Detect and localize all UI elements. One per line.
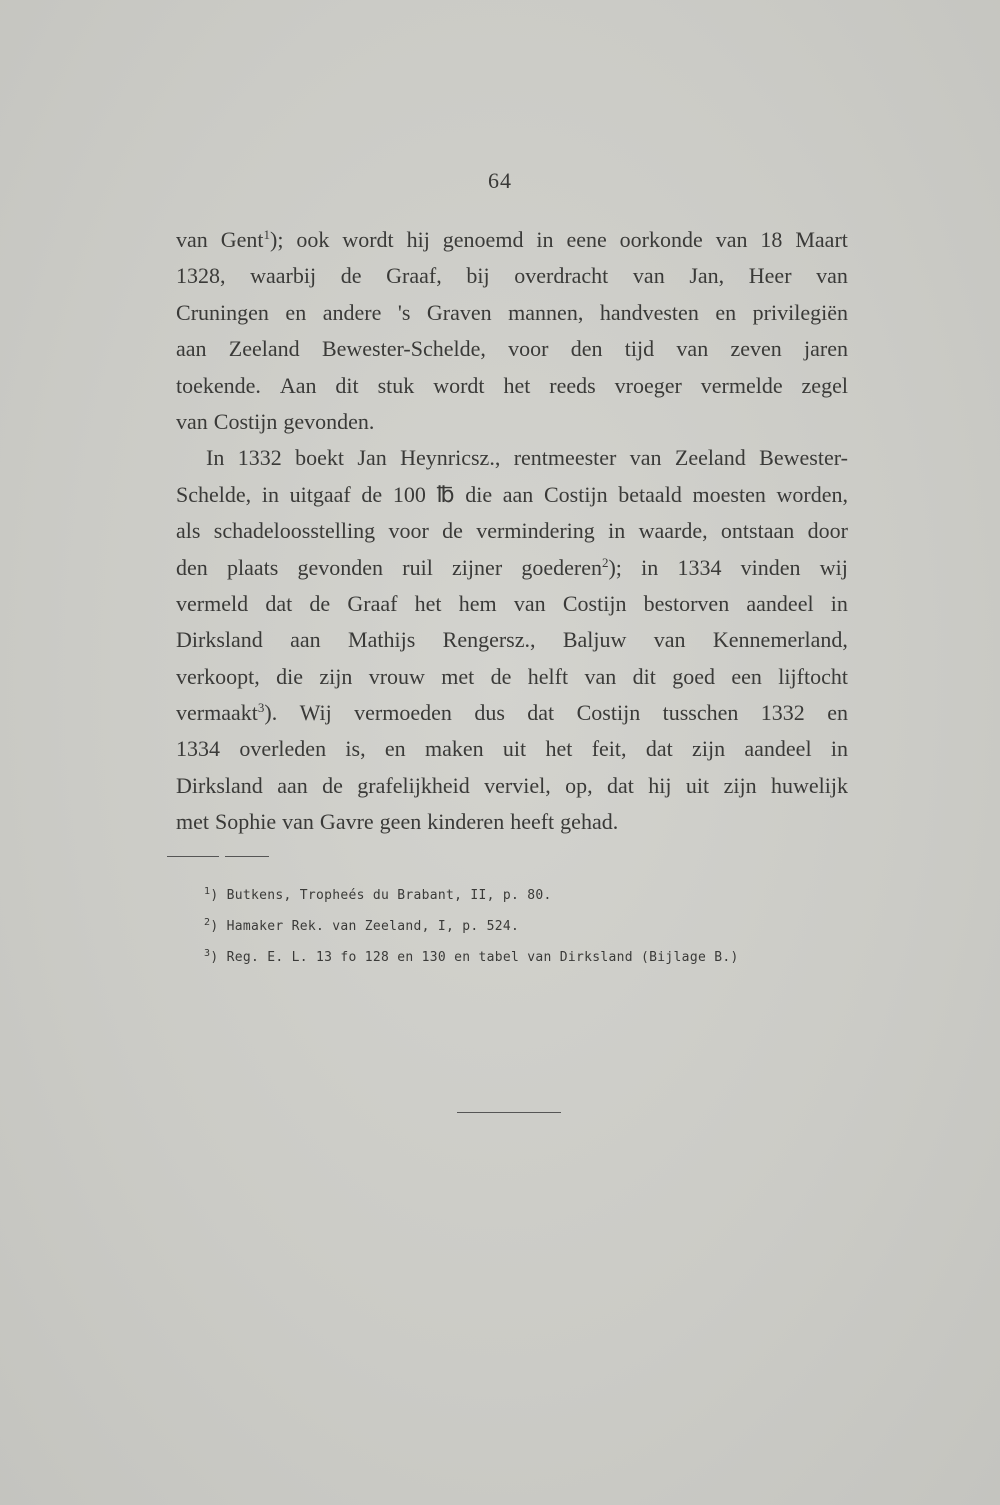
word: goed — [672, 663, 715, 689]
word: hij — [406, 227, 430, 252]
word: de — [322, 772, 343, 798]
word: 100 — [392, 481, 426, 507]
word: dat — [527, 700, 555, 726]
word: 1328, — [176, 263, 226, 289]
word: aan — [176, 336, 207, 362]
text-line — [176, 695, 848, 731]
word: bestorven — [643, 590, 730, 616]
word: mannen, — [508, 299, 584, 325]
word: worden, — [776, 481, 848, 507]
word: de — [490, 663, 512, 689]
text-line — [176, 477, 848, 513]
word: van — [653, 627, 686, 653]
word: Dirksland — [176, 772, 263, 798]
word: handvesten — [599, 299, 699, 325]
footnote-2 — [204, 911, 764, 942]
word: Baljuw — [562, 627, 627, 653]
word: Gent$^1$); — [220, 227, 284, 252]
word: de — [442, 518, 463, 544]
word: zijn — [319, 663, 353, 689]
footnote-1 — [204, 880, 764, 911]
word: vermaakt$^3$). — [176, 700, 278, 726]
word: lijftocht — [778, 663, 848, 689]
word: van — [816, 263, 848, 289]
word: zijn — [692, 736, 726, 762]
word: Maart — [795, 227, 848, 252]
word: jaren — [804, 336, 848, 362]
word: bij — [466, 263, 490, 289]
word: in — [641, 554, 659, 580]
word: Aan — [279, 372, 317, 398]
word: 1332 — [760, 700, 805, 726]
word: en — [715, 299, 737, 325]
word: het — [545, 736, 573, 762]
word: is, — [345, 736, 366, 762]
word: Jan, — [689, 263, 725, 289]
word: zijn — [723, 772, 757, 798]
word: eene — [566, 227, 607, 252]
word: voor — [388, 518, 429, 544]
word: Kennemerland, — [712, 627, 848, 653]
word: Heynricsz., — [400, 445, 501, 471]
text-line — [176, 513, 848, 549]
word: ruil — [402, 554, 433, 580]
word: andere — [322, 299, 382, 325]
paragraph-2 — [176, 440, 848, 840]
word: heeft — [510, 809, 555, 835]
text-line — [176, 440, 848, 476]
word: Heer — [748, 263, 792, 289]
word: gevonden — [297, 554, 384, 580]
word: Mathijs — [348, 627, 416, 653]
word: de — [309, 590, 331, 616]
word: dus — [474, 700, 505, 726]
word: Costijn — [576, 700, 641, 726]
word: 18 — [760, 227, 783, 252]
page-number: 64 — [488, 168, 512, 193]
word: uit — [502, 736, 527, 762]
word: ook — [296, 227, 330, 252]
text-line — [176, 368, 848, 404]
text-line — [176, 550, 848, 586]
text-line — [176, 295, 848, 331]
word: zijner — [452, 554, 503, 580]
word: dat — [607, 772, 634, 798]
word: van — [584, 663, 617, 689]
word: van — [676, 336, 709, 362]
word: geen — [379, 809, 422, 835]
separator-segment — [225, 856, 269, 857]
word: moesten — [692, 481, 766, 507]
word: in — [536, 227, 554, 252]
word: aan — [502, 481, 534, 507]
word: overleden — [239, 736, 327, 762]
end-rule — [457, 1112, 561, 1113]
word: een — [731, 663, 762, 689]
footnote-paren: ) — [210, 919, 227, 934]
word: schadeloosstelling — [213, 518, 376, 544]
word: genoemd — [442, 227, 524, 252]
word: betaald — [618, 481, 682, 507]
word: van — [282, 809, 314, 835]
word: Graaf — [347, 590, 398, 616]
word: privilegiën — [752, 299, 848, 325]
word: en — [285, 299, 307, 325]
word: reeds — [549, 372, 596, 398]
word: dit — [335, 372, 359, 398]
word: en — [827, 700, 848, 726]
word: het — [414, 590, 442, 616]
word: rentmeester — [513, 445, 617, 471]
word: stuk — [377, 372, 415, 398]
text-line — [176, 222, 848, 258]
word: In — [206, 445, 225, 471]
word: Schelde, — [176, 481, 252, 507]
word: verkoopt, — [176, 663, 260, 689]
word: zegel — [801, 372, 848, 398]
word: het — [503, 372, 531, 398]
word: van — [513, 590, 546, 616]
word: 's — [397, 299, 411, 325]
word: tijd — [624, 336, 655, 362]
word: den — [570, 336, 603, 362]
word: Bewester- — [759, 445, 848, 471]
word: Graven — [426, 299, 492, 325]
footnote-paren: ) — [210, 950, 227, 965]
text-line — [176, 622, 848, 658]
word: Zeeland — [228, 336, 300, 362]
word: Sophie — [215, 809, 277, 835]
word: met — [176, 809, 210, 835]
word: dat — [645, 736, 673, 762]
word: Dirksland — [176, 627, 263, 653]
word: de — [361, 481, 383, 507]
word: vermelde — [700, 372, 783, 398]
word: aandeel — [744, 736, 812, 762]
word: verviel, — [484, 772, 551, 798]
text-line — [176, 804, 848, 840]
word: vermeld — [176, 590, 249, 616]
body-text — [176, 222, 848, 841]
separator-segment — [167, 856, 219, 857]
word: Costijn — [562, 590, 627, 616]
text-line — [176, 768, 848, 804]
footnote-ref: 2 — [601, 554, 609, 570]
word: in — [608, 518, 626, 544]
word: waarbij — [250, 263, 317, 289]
word: uitgaaf — [289, 481, 351, 507]
word: grafelijkheid — [357, 772, 470, 798]
word: huwelijk — [770, 772, 848, 798]
word: aandeel — [746, 590, 814, 616]
word: van — [629, 445, 662, 471]
word: goederen$^2$); — [521, 554, 622, 580]
footnote-text: Hamaker Rek. van Zeeland, I, p. 524. — [226, 919, 520, 934]
word: vermoeden — [354, 700, 452, 726]
word: feit, — [591, 736, 627, 762]
word: oorkonde — [619, 227, 703, 252]
word: die — [276, 663, 303, 689]
word: vinden — [740, 554, 801, 580]
word: vrouw — [368, 663, 425, 689]
word: zeven — [730, 336, 782, 362]
word: hij — [648, 772, 672, 798]
word: helft — [527, 663, 569, 689]
footnote-3 — [204, 942, 764, 973]
footnote-ref: 3 — [257, 700, 265, 716]
word: Bewester-Schelde, — [321, 336, 486, 362]
word: hem — [458, 590, 497, 616]
word: van — [176, 227, 208, 252]
word: Zeeland — [674, 445, 746, 471]
text-line — [176, 331, 848, 367]
word: de — [340, 263, 362, 289]
footnote-ref: 1 — [263, 227, 270, 242]
text-line — [176, 404, 848, 440]
word: 1334 — [176, 736, 220, 762]
word: plaats — [226, 554, 279, 580]
word: ℔ — [436, 481, 455, 507]
word: tusschen — [662, 700, 739, 726]
word: op, — [565, 772, 593, 798]
word: 1332 — [237, 445, 282, 471]
word: die — [465, 481, 493, 507]
footnotes — [204, 880, 764, 973]
word: Costijn — [543, 481, 608, 507]
word: aan — [277, 772, 308, 798]
word: boekt — [295, 445, 344, 471]
word: door — [807, 518, 848, 544]
text-line — [176, 586, 848, 622]
word: overdracht — [514, 263, 609, 289]
footnote-marker: 3 — [204, 948, 211, 959]
text-line — [176, 258, 848, 294]
word: Rengersz., — [442, 627, 536, 653]
word: Jan — [357, 445, 387, 471]
word: ontstaan — [720, 518, 795, 544]
word: van — [632, 263, 665, 289]
word: 1334 — [677, 554, 722, 580]
word: in — [830, 590, 848, 616]
word: dat — [265, 590, 293, 616]
word: maken — [424, 736, 484, 762]
word: in — [261, 481, 279, 507]
footnote-text: Butkens, Tropheés du Brabant, II, p. 80. — [226, 888, 552, 903]
word: vermindering — [476, 518, 595, 544]
word: waarde, — [638, 518, 708, 544]
word: den — [176, 554, 208, 580]
word: Costijn — [213, 408, 278, 434]
footnote-marker: 2 — [204, 917, 211, 928]
word: Graaf, — [386, 263, 442, 289]
paragraph-1 — [176, 222, 848, 440]
word: van — [176, 408, 208, 434]
word: uit — [685, 772, 710, 798]
word: wij — [819, 554, 848, 580]
footnote-marker: 1 — [204, 886, 211, 897]
word: Gavre — [319, 809, 374, 835]
word: kinderen — [427, 809, 505, 835]
word: Wij — [299, 700, 332, 726]
text-line — [176, 659, 848, 695]
word: gevonden. — [283, 408, 375, 434]
word: Cruningen — [176, 299, 269, 325]
word: gehad. — [560, 809, 619, 835]
word: wordt — [433, 372, 485, 398]
text-line — [176, 731, 848, 767]
word: aan — [290, 627, 321, 653]
word: vroeger — [614, 372, 682, 398]
word: van — [715, 227, 748, 252]
footnote-text: Reg. E. L. 13 fo 128 en 130 en tabel van Dirksland (Bijlage B.) — [226, 950, 739, 965]
word: toekende. — [176, 372, 261, 398]
word: dit — [632, 663, 656, 689]
footnote-paren: ) — [210, 888, 227, 903]
word: wordt — [342, 227, 394, 252]
word: in — [830, 736, 848, 762]
word: met — [441, 663, 475, 689]
word: voor — [508, 336, 549, 362]
word: als — [176, 518, 201, 544]
word: en — [384, 736, 406, 762]
